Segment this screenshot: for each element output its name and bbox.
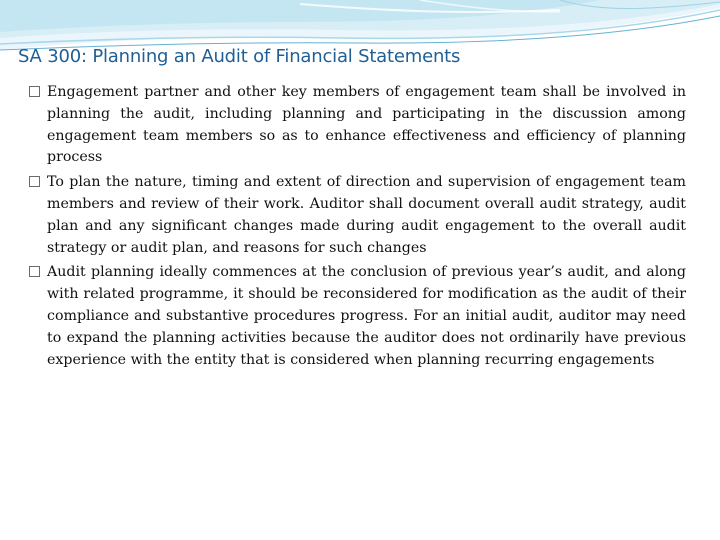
slide-title: SA 300: Planning an Audit of Financial Statements bbox=[18, 46, 461, 67]
bullet-item bbox=[28, 262, 686, 371]
bullet-text: Engagement partner and other key members of engagement team shall be involved in planning the audit, including planning and participating in the discussion among engagement team members so as to enhance effectiveness and efficiency of planning process bbox=[47, 84, 686, 166]
bullet-item bbox=[28, 172, 686, 259]
checkbox-square-icon bbox=[29, 266, 40, 277]
header-wave-decoration bbox=[0, 0, 720, 80]
checkbox-square-icon bbox=[29, 176, 40, 187]
bullet-text: Audit planning ideally commences at the conclusion of previous year’s audit, and along with related programme, it should be reconsidered for modification as the audit of their compliance and substantive procedures progress. For an initial audit, auditor may need to expand the planning activities because the auditor does not ordinarily have previous experience with the entity that is considered when planning recurring engagements bbox=[47, 264, 686, 368]
bullet-text: To plan the nature, timing and extent of direction and supervision of engagement team members and review of their work. Auditor shall document overall audit strategy, audit plan and any significant changes made during audit engagement to the overall audit strategy or audit plan, and reasons for such changes bbox=[47, 174, 686, 256]
bullet-list bbox=[28, 82, 686, 374]
checkbox-square-icon bbox=[29, 86, 40, 97]
bullet-item bbox=[28, 82, 686, 169]
